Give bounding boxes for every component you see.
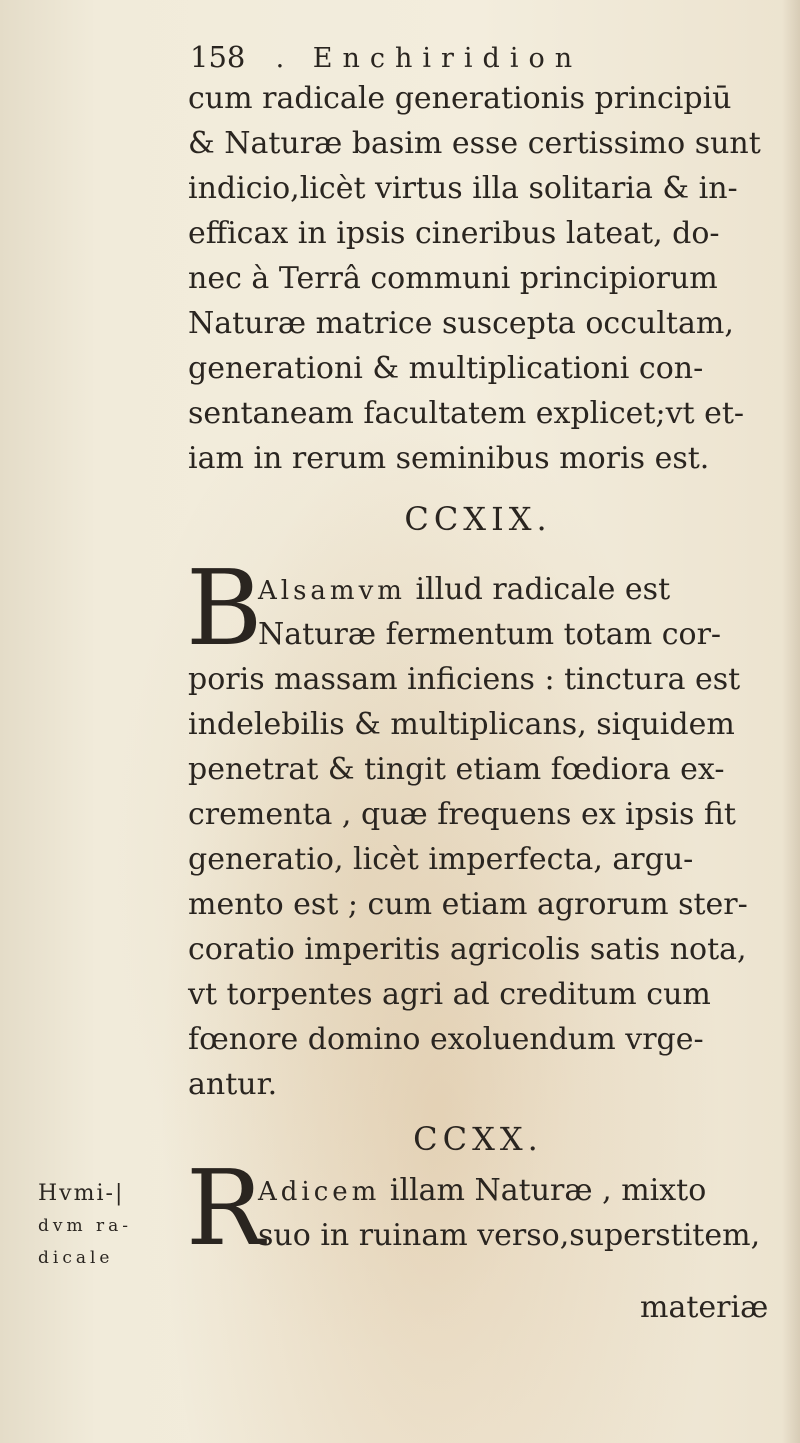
lead-line-1 xyxy=(258,1168,706,1215)
lead-line-2: Naturæ fermentum totam cor- xyxy=(258,617,722,652)
text-line: cum radicale generationis principiū xyxy=(188,81,732,116)
marginal-note-line: Hvmi-| xyxy=(38,1181,125,1206)
lead-word: Adicem xyxy=(258,1177,381,1207)
text-line: Naturæ matrice suscepta occultam, xyxy=(188,306,734,341)
catchword: materiæ xyxy=(640,1290,769,1325)
page-number: 158 xyxy=(190,40,246,74)
section-number-ccxix: CCXIX. xyxy=(404,500,552,538)
text-line: penetrat & tingit etiam fœdiora ex- xyxy=(188,752,725,787)
running-header xyxy=(190,40,582,74)
lead-line-1 xyxy=(258,567,670,614)
section-continuation xyxy=(188,76,768,481)
text-line: efficax in ipsis cineribus lateat, do- xyxy=(188,216,720,251)
marginal-note xyxy=(38,1178,132,1274)
text-line: mento est ; cum etiam agrorum ster- xyxy=(188,887,748,922)
running-title: . Enchiridion xyxy=(275,43,583,74)
text-line: antur. xyxy=(188,1067,278,1102)
text-line: generationi & multiplicationi con- xyxy=(188,351,704,386)
text-line: generatio, licèt imperfecta, argu- xyxy=(188,842,694,877)
page-edge-shadow xyxy=(782,0,800,1443)
drop-cap-r: R xyxy=(186,1147,265,1269)
text-line: nec à Terrâ communi principiorum xyxy=(188,261,718,296)
text-line: crementa , quæ frequens ex ipsis fit xyxy=(188,797,736,832)
lead-line-1-rest: illud radicale est xyxy=(405,572,671,607)
section-number-ccxx: CCXX. xyxy=(413,1120,543,1158)
lead-word: Alsamvm xyxy=(258,576,406,606)
marginal-note-line: dvm ra- xyxy=(38,1216,133,1236)
text-line: indicio,licèt virtus illa solitaria & in- xyxy=(188,171,738,206)
marginal-note-line: dicale xyxy=(38,1248,114,1268)
text-line: vt torpentes agri ad creditum cum xyxy=(188,977,711,1012)
text-line: poris massam inficiens : tinctura est xyxy=(188,662,741,697)
drop-cap-b: B xyxy=(186,547,263,669)
text-line: fœnore domino exoluendum vrge- xyxy=(188,1022,704,1057)
text-line: sentaneam facultatem explicet;vt et- xyxy=(188,396,745,431)
lead-line-2: suo in ruinam verso,superstitem, xyxy=(258,1218,761,1253)
text-line: indelebilis & multiplicans, siquidem xyxy=(188,707,735,742)
text-line: coratio imperitis agricolis satis nota, xyxy=(188,932,747,967)
text-line: & Naturæ basim esse certissimo sunt xyxy=(188,126,761,161)
text-line: iam in rerum seminibus moris est. xyxy=(188,441,710,476)
section-ccxix-body xyxy=(188,657,768,1107)
lead-line-1-rest: illam Naturæ , mixto xyxy=(380,1173,707,1208)
